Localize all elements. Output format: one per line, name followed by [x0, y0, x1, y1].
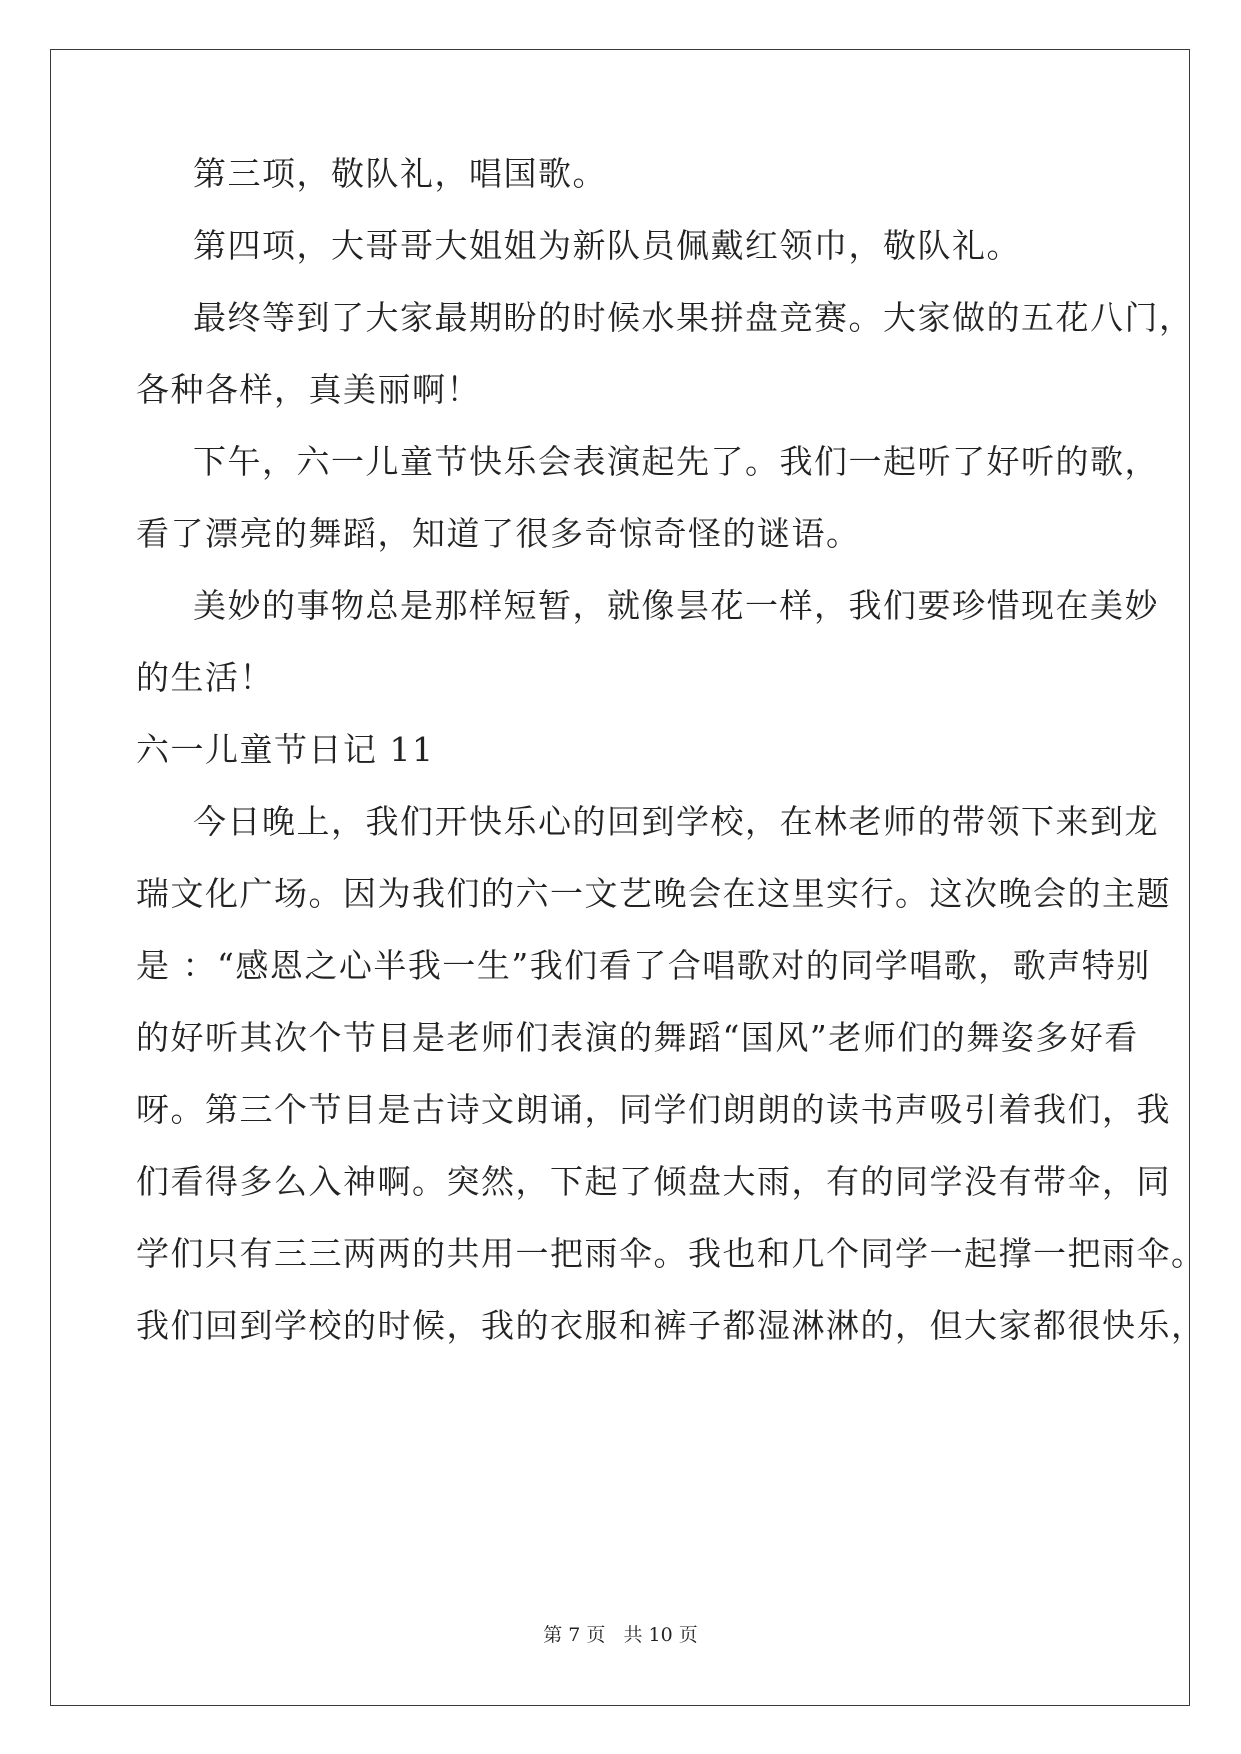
paragraph-line: 看了漂亮的舞蹈，知道了很多奇惊奇怪的谜语。 — [136, 514, 861, 553]
paragraph-line: 呀。第三个节目是古诗文朗诵，同学们朗朗的读书声吸引着我们，我 — [136, 1090, 1171, 1129]
paragraph-line: 们看得多么入神啊。突然，下起了倾盘大雨，有的同学没有带伞，同 — [136, 1162, 1171, 1201]
paragraph-line: 的生活！ — [136, 658, 274, 697]
page-number: 第 7 页 — [543, 1624, 606, 1646]
paragraph-line: 各种各样，真美丽啊！ — [136, 370, 481, 409]
paragraph-line: 第三项，敬队礼，唱国歌。 — [193, 154, 607, 193]
section-heading: 六一儿童节日记 11 — [136, 730, 435, 769]
page-footer — [0, 1623, 1241, 1647]
paragraph-line: 今日晚上，我们开快乐心的回到学校，在林老师的带领下来到龙 — [193, 802, 1159, 841]
paragraph-line: 瑞文化广场。因为我们的六一文艺晚会在这里实行。这次晚会的主题 — [136, 874, 1171, 913]
paragraph-line: 第四项，大哥哥大姐姐为新队员佩戴红领巾，敬队礼。 — [193, 226, 1021, 265]
paragraph-line: 是 ：“感恩之心半我一生”我们看了合唱歌对的同学唱歌，歌声特别 — [136, 946, 1151, 985]
paragraph-line: 最终等到了大家最期盼的时候水果拼盘竞赛。大家做的五花八门， — [193, 298, 1194, 337]
page-total: 共 10 页 — [623, 1624, 698, 1646]
paragraph-line: 的好听其次个节目是老师们表演的舞蹈“国风”老师们的舞姿多好看 — [136, 1018, 1139, 1057]
paragraph-line: 我们回到学校的时候，我的衣服和裤子都湿淋淋的，但大家都很快乐， — [136, 1306, 1206, 1345]
paragraph-line: 美妙的事物总是那样短暂，就像昙花一样，我们要珍惜现在美妙 — [193, 586, 1159, 625]
paragraph-line: 学们只有三三两两的共用一把雨伞。我也和几个同学一起撑一把雨伞。 — [136, 1234, 1206, 1273]
paragraph-line: 下午，六一儿童节快乐会表演起先了。我们一起听了好听的歌， — [193, 442, 1159, 481]
